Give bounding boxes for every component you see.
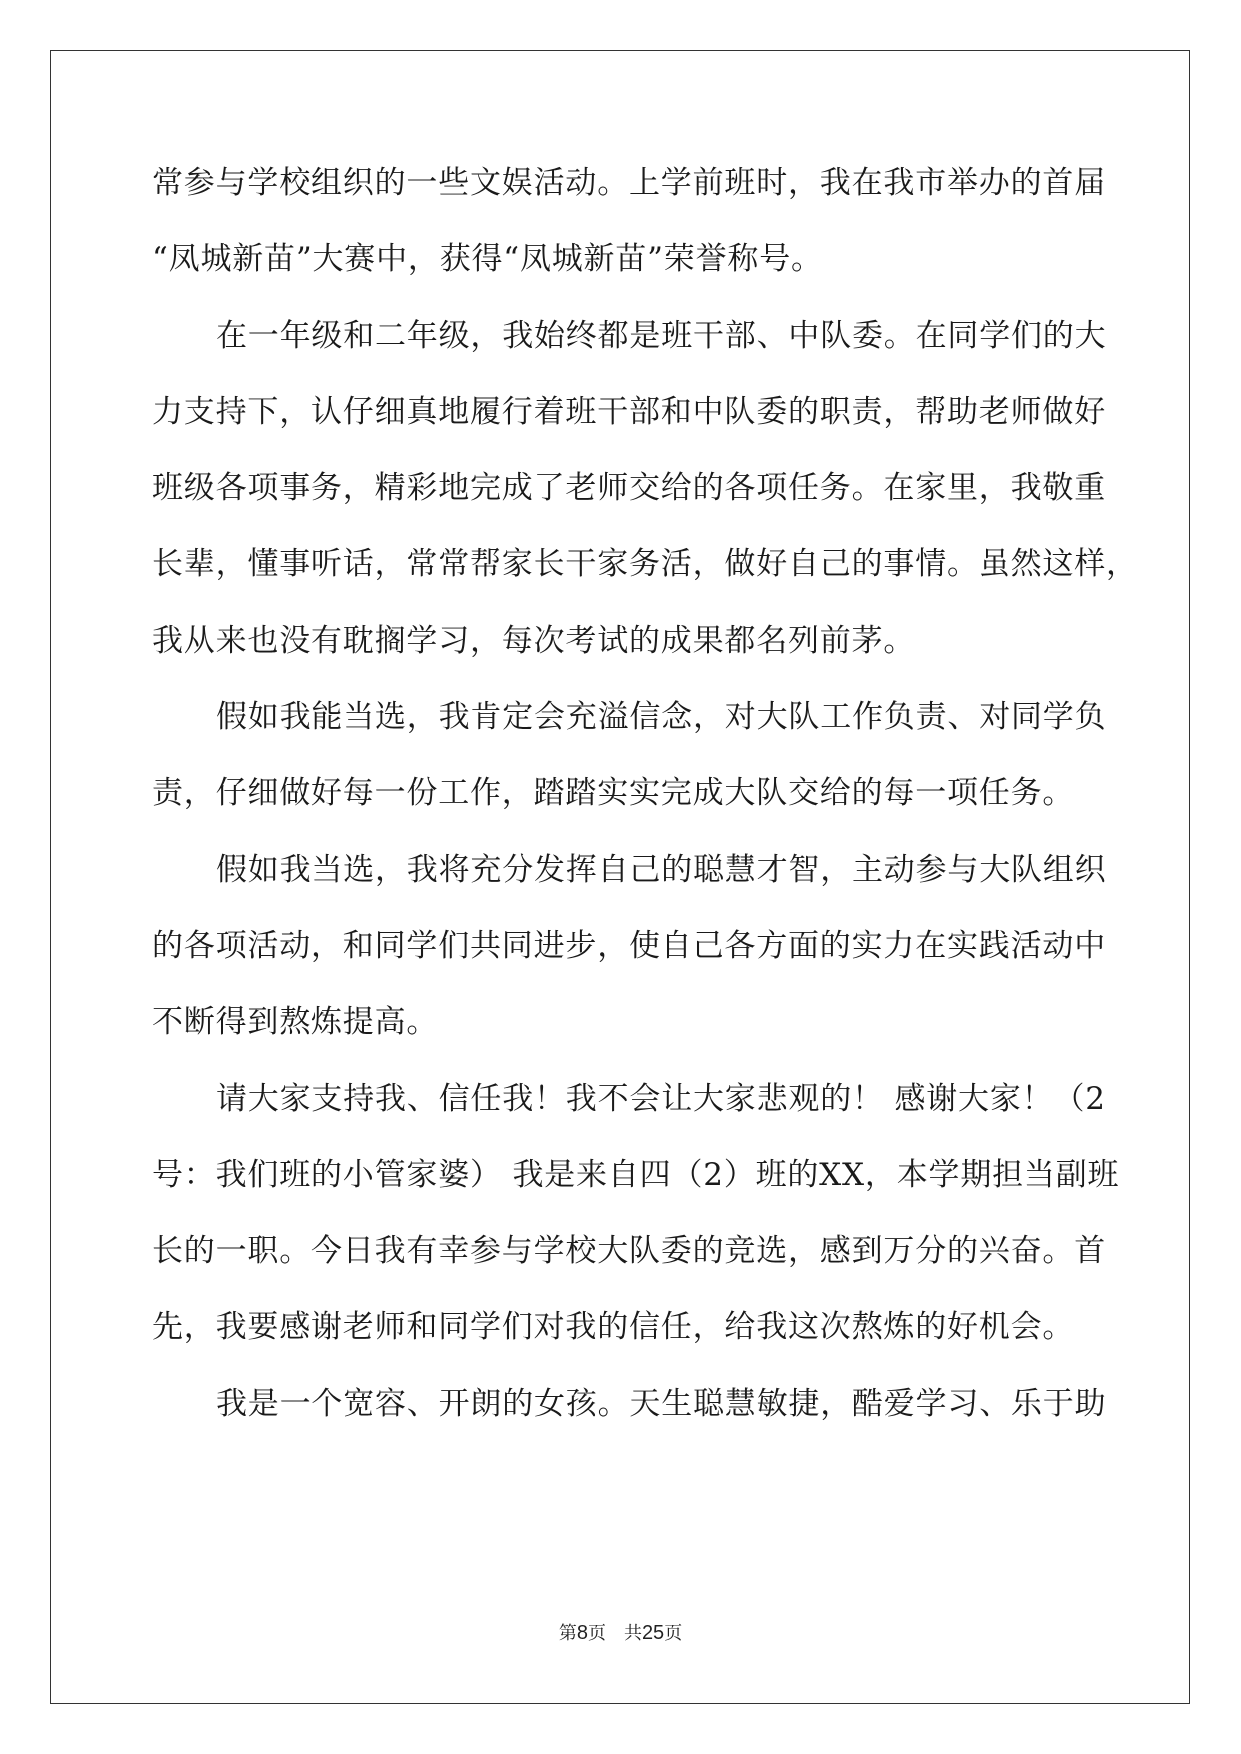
text-line-9: 责，仔细做好每一份工作，踏踏实实完成大队交给的每一项任务。	[152, 775, 1075, 812]
text-line-4: 力支持下，认仔细真地履行着班干部和中队委的职责，帮助老师做好	[152, 393, 1106, 430]
text-line-11: 的各项活动，和同学们共同进步，使自己各方面的实力在实践活动中	[152, 927, 1106, 964]
text-line-12: 不断得到熬炼提高。	[152, 1004, 439, 1041]
document-body	[152, 165, 1138, 1462]
text-line-6: 长辈，懂事听话，常常帮家长干家务活，做好自己的事情。虽然这样，	[152, 546, 1138, 583]
total-prefix: 共	[623, 1623, 642, 1644]
text-line-17: 我是一个宽容、开朗的女孩。天生聪慧敏捷，酷爱学习、乐于助	[216, 1385, 1107, 1422]
text-line-13: 请大家支持我、信任我！我不会让大家悲观的！ 感谢大家！（2	[216, 1080, 1106, 1117]
text-line-2: “凤城新苗”大赛中，获得“凤城新苗”荣誉称号。	[152, 241, 823, 278]
text-line-1: 常参与学校组织的一些文娱活动。上学前班时，我在我市举办的首届	[152, 165, 1106, 201]
page-footer	[0, 1622, 1241, 1645]
page-number: 8	[576, 1622, 588, 1644]
text-line-15: 长的一职。今日我有幸参与学校大队委的竞选，感到万分的兴奋。首	[152, 1233, 1106, 1270]
text-line-5: 班级各项事务，精彩地完成了老师交给的各项任务。在家里，我敬重	[152, 470, 1106, 507]
text-line-8: 假如我能当选，我肯定会充溢信念，对大队工作负责、对同学负	[216, 699, 1107, 736]
text-line-16: 先，我要感谢老师和同学们对我的信任，给我这次熬炼的好机会。	[152, 1309, 1075, 1346]
total-suffix: 页	[664, 1623, 683, 1644]
text-line-14: 号：我们班的小管家婆） 我是来自四（2）班的XX，本学期担当副班	[152, 1156, 1120, 1193]
page-suffix: 页	[587, 1623, 606, 1644]
text-line-3: 在一年级和二年级，我始终都是班干部、中队委。在同学们的大	[216, 317, 1107, 354]
text-line-7: 我从来也没有耽搁学习，每次考试的成果都名列前茅。	[152, 622, 916, 659]
total-pages: 25	[641, 1622, 665, 1644]
page-prefix: 第	[558, 1623, 577, 1644]
text-line-10: 假如我当选，我将充分发挥自己的聪慧才智，主动参与大队组织	[216, 851, 1107, 888]
